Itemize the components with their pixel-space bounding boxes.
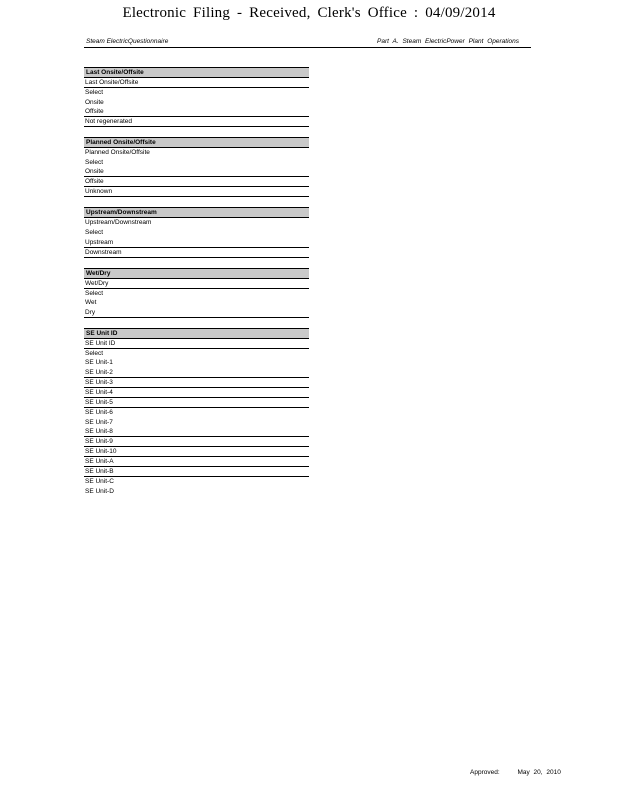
list-item: Dry <box>84 308 309 318</box>
list-item: Select <box>85 89 104 96</box>
list-section <box>84 137 309 197</box>
list-item: Upstream <box>84 238 309 248</box>
questionnaire-header <box>84 37 531 48</box>
dropdown-lists <box>84 67 309 506</box>
section-title: SE Unit ID <box>84 328 309 339</box>
list-section <box>84 67 309 127</box>
list-item: SE Unit-3 <box>84 378 309 388</box>
list-item: Not regenerated <box>84 117 309 127</box>
list-item: SE Unit-D <box>85 487 114 495</box>
list-section <box>84 207 309 257</box>
list-item: SE Unit ID <box>84 339 309 349</box>
list-item: Onsite <box>85 98 104 106</box>
list-item: Onsite <box>84 167 309 177</box>
list-item: Wet/Dry <box>84 279 309 289</box>
list-item: Offsite <box>84 107 309 117</box>
list-item: SE Unit-4 <box>84 388 309 398</box>
list-item: SE Unit-1 <box>85 359 113 367</box>
list-item: Downstream <box>84 248 309 258</box>
document-banner: Electronic Filing - Received, Clerk's Office : 04/09/2014 <box>122 5 496 21</box>
list-item: SE Unit-8 <box>84 427 309 437</box>
list-item: SE Unit-A <box>84 457 309 467</box>
list-item: Select <box>85 228 104 236</box>
list-item: Offsite <box>84 177 309 187</box>
section-title: Wet/Dry <box>84 268 309 279</box>
list-item: Select <box>85 158 104 166</box>
list-item: Wet <box>85 299 97 307</box>
approved-label: Approved: <box>470 769 500 776</box>
list-item: Select <box>85 349 104 357</box>
list-item: SE Unit-C <box>85 478 114 486</box>
section-title: Planned Onsite/Offsite <box>84 137 309 148</box>
list-item: Unknown <box>84 187 309 197</box>
list-item: Last Onsite/Offsite <box>84 78 309 88</box>
list-item: SE Unit-B <box>84 467 309 477</box>
list-item: SE Unit-5 <box>84 398 309 408</box>
part-title: Part A. Steam ElectricPower Plant Operations <box>377 38 519 45</box>
list-item: SE Unit-2 <box>84 368 309 378</box>
list-item: SE Unit-9 <box>84 437 309 447</box>
list-item: Upstream/Downstream <box>85 219 152 227</box>
approval-footer <box>470 769 575 776</box>
list-section <box>84 268 309 318</box>
section-title: Last Onsite/Offsite <box>84 67 309 78</box>
list-item: Select <box>85 289 104 297</box>
list-section <box>84 328 309 497</box>
list-item: SE Unit-10 <box>84 447 309 457</box>
questionnaire-title: Steam ElectricQuestionnaire <box>86 38 169 45</box>
approved-date: May 20, 2010 <box>517 769 561 776</box>
list-item: SE Unit-6 <box>85 408 113 416</box>
list-item: Planned Onsite/Offsite <box>85 149 150 157</box>
list-item: SE Unit-7 <box>85 418 113 426</box>
section-title: Upstream/Downstream <box>84 207 309 218</box>
